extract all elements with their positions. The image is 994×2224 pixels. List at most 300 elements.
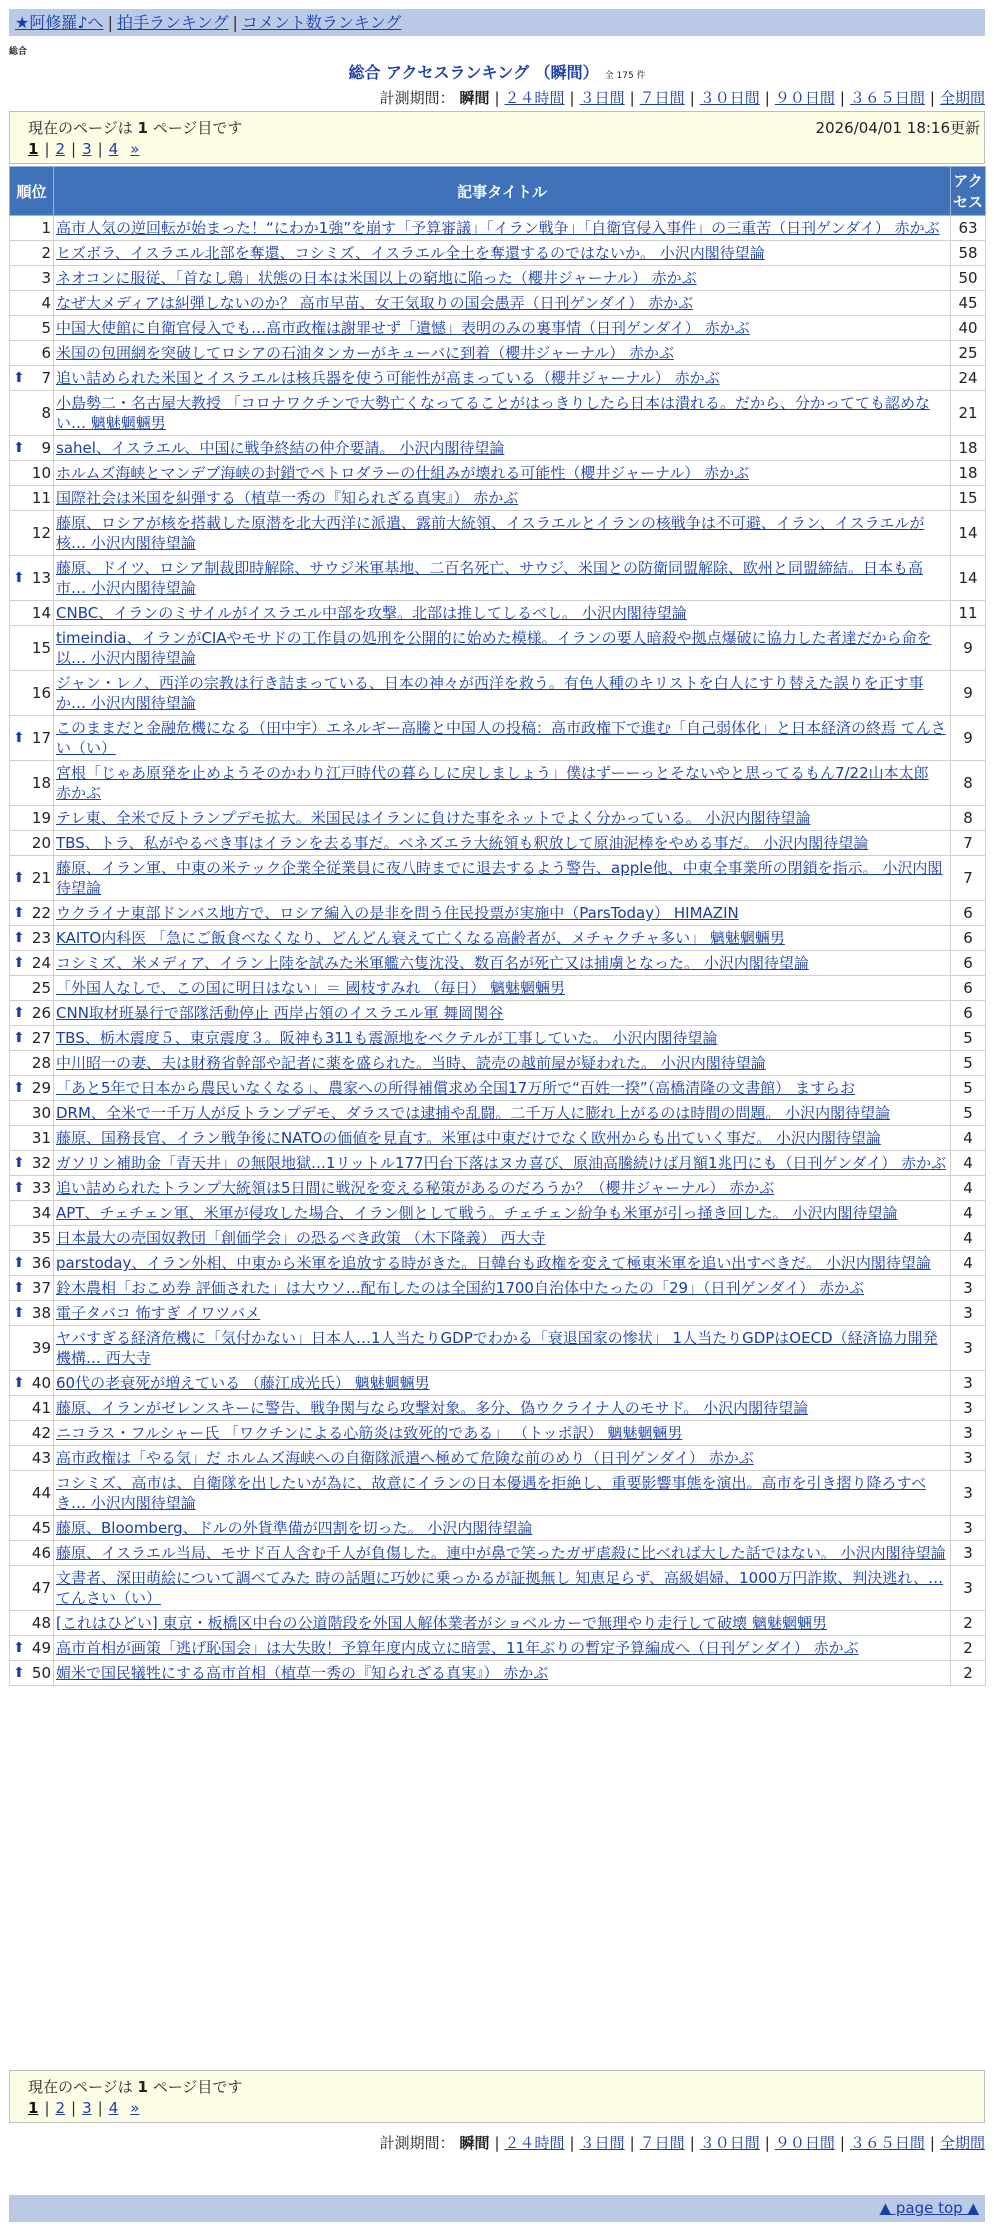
- current-page-text: 現在のページは 1 ページ目です: [28, 119, 243, 137]
- article-title-link[interactable]: 文書者、深田萌絵について調べてみた 時の話題に巧妙に乗っかるが証拠無し 知恵足らず、高級娼婦、1000万円詐欺、判決逃れ、… てんさい（い）: [56, 1569, 944, 1607]
- table-row: [10, 1026, 986, 1051]
- rank-number: 32: [31, 1154, 51, 1172]
- table-row: [10, 241, 986, 266]
- pager-page-4[interactable]: 4: [108, 140, 119, 158]
- article-title-link[interactable]: ヒズボラ、イスラエル北部を奪還、コシミズ、イスラエル全土を奪還するのではないか。 小沢内閣待望論: [56, 244, 765, 262]
- article-title-link[interactable]: 60代の老衰死が増えている （藤江成光氏） 魑魅魍魎男: [56, 1374, 430, 1392]
- title-cell: [54, 1516, 951, 1541]
- rank-cell: [10, 486, 54, 511]
- rank-number: 16: [31, 684, 51, 702]
- rank-number: 7: [41, 369, 51, 387]
- access-count: 11: [951, 601, 986, 626]
- table-row: [10, 1051, 986, 1076]
- rank-number: 23: [31, 929, 51, 947]
- rank-up-arrow-icon: ⬆: [13, 1640, 25, 1656]
- rank-cell: [10, 1276, 54, 1301]
- rank-cell: [10, 1251, 54, 1276]
- period-7d[interactable]: ７日間: [639, 2134, 685, 2152]
- table-row: [10, 1661, 986, 1686]
- access-count: 14: [951, 556, 986, 601]
- article-title-link[interactable]: テレ東、全米で反トランプデモ拡大。米国民はイランに負けた事をネットでよく分かっている。 小沢内閣待望論: [56, 809, 811, 827]
- rank-number: 36: [31, 1254, 51, 1272]
- title-cell: [54, 216, 951, 241]
- article-title-link[interactable]: 米国の包囲網を突破してロシアの石油タンカーがキューバに到着（櫻井ジャーナル） 赤かぶ: [56, 344, 674, 362]
- title-cell: [54, 901, 951, 926]
- article-title-link[interactable]: 高市政権は「やる気」だ ホルムズ海峡への自衛隊派遣へ極めて危険な前のめり（日刊ゲンダイ） 赤かぶ: [56, 1449, 754, 1467]
- article-title-link[interactable]: 藤原、イランがゼレンスキーに警告、戦争関与なら攻撃対象。多分、偽ウクライナ人のモサド。 小沢内閣待望論: [56, 1399, 809, 1417]
- access-count: 3: [951, 1471, 986, 1516]
- pager-page-3[interactable]: 3: [82, 2099, 92, 2117]
- title-cell: [54, 241, 951, 266]
- rank-number: 26: [31, 1004, 51, 1022]
- rank-cell: [10, 1026, 54, 1051]
- table-row: [10, 486, 986, 511]
- access-count: 4: [951, 1226, 986, 1251]
- rank-number: 15: [31, 639, 51, 657]
- table-row: [10, 1101, 986, 1126]
- rank-cell: [10, 976, 54, 1001]
- access-count: 3: [951, 1541, 986, 1566]
- pager-page-2[interactable]: 2: [55, 2099, 66, 2117]
- title-cell: [54, 1076, 951, 1101]
- article-title-link[interactable]: 電子タバコ 怖すぎ イワツバメ: [56, 1304, 261, 1322]
- table-row: [10, 1226, 986, 1251]
- table-row: [10, 1251, 986, 1276]
- table-row: [10, 716, 986, 761]
- nav-separator: |: [107, 13, 113, 32]
- rank-number: 12: [31, 524, 51, 542]
- period-selector-bottom: 計測期間： 瞬間 | ２４時間 | ３日間 | ７日間 | ３０日間 | ９０日間 | ３６５日間 | 全期間: [379, 2134, 985, 2152]
- rank-number: 13: [31, 569, 51, 587]
- access-count: 5: [951, 1076, 986, 1101]
- rank-number: 41: [31, 1399, 51, 1417]
- table-row: [10, 511, 986, 556]
- rank-number: 35: [31, 1229, 51, 1247]
- table-row: [10, 1611, 986, 1636]
- header-title: 記事タイトル: [54, 167, 951, 216]
- article-title-link[interactable]: 藤原、イスラエル当局、モサド百人含む千人が負傷した。連中が鼻で笑ったガザ虐殺に比べれば大した話ではない。 小沢内閣待望論: [56, 1544, 946, 1562]
- rank-number: 9: [41, 439, 51, 457]
- title-cell: [54, 856, 951, 901]
- rank-number: 39: [31, 1339, 51, 1357]
- access-count: 7: [951, 831, 986, 856]
- title-cell: [54, 341, 951, 366]
- rank-cell: [10, 1566, 54, 1611]
- article-title-link[interactable]: KAITO内科医 「急にご飯食べなくなり、どんどん衰えて亡くなる高齢者が、メチャクチャ多い」 魑魅魍魎男: [56, 929, 785, 947]
- period-365d[interactable]: ３６５日間: [849, 2134, 925, 2152]
- article-title-link[interactable]: 追い詰められたトランプ大統領は5日間に戦況を変える秘策があるのだろうか？（櫻井ジャーナル） 赤かぶ: [56, 1179, 775, 1197]
- table-row: [10, 391, 986, 436]
- rank-up-arrow-icon: ⬆: [13, 1180, 25, 1196]
- link-clap-ranking[interactable]: 拍手ランキング: [116, 13, 229, 32]
- table-row: [10, 926, 986, 951]
- rank-number: 49: [31, 1639, 51, 1657]
- rank-cell: [10, 951, 54, 976]
- table-row: [10, 1001, 986, 1026]
- access-count: 18: [951, 461, 986, 486]
- period-current: 瞬間: [459, 2134, 490, 2152]
- article-title-link[interactable]: 小島勢二・名古屋大教授 「コロナワクチンで大勢亡くなってることがはっきりしたら日本は潰れる。だから、分かってても認めない… 魑魅魍魎男: [56, 394, 931, 432]
- access-count: 6: [951, 901, 986, 926]
- table-row: [10, 1176, 986, 1201]
- table-row: [10, 761, 986, 806]
- table-row: [10, 436, 986, 461]
- current-page-text: 現在のページは 1 ページ目です: [28, 2078, 243, 2096]
- table-row: [10, 626, 986, 671]
- article-title-link[interactable]: 宮根「じゃあ原発を止めようそのかわり江戸時代の暮らしに戻しましょう」僕はずーーっとそないやと思ってるもん7/22山本太郎 赤かぶ: [56, 764, 929, 802]
- period-all[interactable]: 全期間: [939, 89, 985, 107]
- rank-cell: [10, 1611, 54, 1636]
- article-title-link[interactable]: DRM、全米で一千万人が反トランプデモ、ダラスでは逮捕や乱闘。二千万人に膨れ上がるのは時間の問題。 小沢内閣待望論: [56, 1104, 891, 1122]
- table-row: [10, 291, 986, 316]
- rank-cell: [10, 1661, 54, 1686]
- rank-cell: [10, 1076, 54, 1101]
- title-cell: [54, 1421, 951, 1446]
- article-title-link[interactable]: 日本最大の売国奴教団「創価学会」の恐るべき政策 （木下隆義） 西大寺: [56, 1229, 546, 1247]
- article-title-link[interactable]: ウクライナ東部ドンバス地方で、ロシア編入の是非を問う住民投票が実施中（ParsToday） HIMAZIN: [56, 904, 739, 922]
- article-title-link[interactable]: 追い詰められた米国とイスラエルは核兵器を使う可能性が高まっている（櫻井ジャーナル） 赤かぶ: [56, 369, 720, 387]
- rank-number: 33: [31, 1179, 51, 1197]
- ranking-table: [9, 166, 986, 1686]
- title-cell: [54, 266, 951, 291]
- rank-cell: [10, 1421, 54, 1446]
- rank-up-arrow-icon: ⬆: [13, 1280, 25, 1296]
- article-title-link[interactable]: 媚米で国民犠牲にする高市首相（植草一秀の『知られざる真実』） 赤かぶ: [56, 1664, 549, 1682]
- access-count: 18: [951, 436, 986, 461]
- article-title-link[interactable]: ジャン・レノ、西洋の宗教は行き詰まっている、日本の神々が西洋を救う。有色人種のキリストを白人にすり替えた誤りを正す事か… 小沢内閣待望論: [56, 674, 924, 712]
- article-title-link[interactable]: ガソリン補助金「青天井」の無限地獄…1リットル177円台下落はヌカ喜び、原油高騰続けば月額1兆円にも（日刊ゲンダイ） 赤かぶ: [56, 1154, 947, 1172]
- article-title-link[interactable]: CNBC、イランのミサイルがイスラエル中部を攻撃。北部は推してしるべし。 小沢内閣待望論: [56, 604, 687, 622]
- access-count: 58: [951, 241, 986, 266]
- top-nav-bar: [9, 9, 985, 36]
- article-title-link[interactable]: なぜ大メディアは糾弾しないのか？ 高市早苗、女王気取りの国会愚弄（日刊ゲンダイ） 赤かぶ: [56, 294, 694, 312]
- access-count: 6: [951, 976, 986, 1001]
- table-row: [10, 266, 986, 291]
- article-title-link[interactable]: parstoday、イラン外相、中東から米軍を追放する時がきた。日韓台も政権を変えて極東米軍を追い出すべきだ。 小沢内閣待望論: [56, 1254, 931, 1272]
- page-top-link[interactable]: ▲ page top ▲: [879, 2199, 979, 2217]
- table-row: [10, 1516, 986, 1541]
- access-count: 63: [951, 216, 986, 241]
- title-cell: [54, 1471, 951, 1516]
- table-row: [10, 1541, 986, 1566]
- rank-number: 3: [41, 269, 51, 287]
- link-asyura-home[interactable]: ★阿修羅♪へ: [15, 13, 104, 32]
- rank-cell: [10, 601, 54, 626]
- rank-number: 6: [41, 344, 51, 362]
- rank-cell: [10, 1101, 54, 1126]
- title-cell: [54, 806, 951, 831]
- rank-number: 17: [31, 729, 51, 747]
- title-cell: [54, 486, 951, 511]
- table-row: [10, 856, 986, 901]
- rank-cell: [10, 1226, 54, 1251]
- period-label: 計測期間：: [379, 2134, 455, 2152]
- period-90d[interactable]: ９０日間: [774, 2134, 835, 2152]
- article-title-link[interactable]: 「外国人なしで、この国に明日はない」＝ 國枝すみれ （毎日） 魑魅魍魎男: [56, 979, 566, 997]
- access-count: 4: [951, 1251, 986, 1276]
- pager-bottom: 1 | 2 | 3 | 4 »: [28, 2099, 140, 2117]
- rank-cell: [10, 1371, 54, 1396]
- page-title-text: 総合 アクセスランキング （瞬間）: [348, 63, 599, 82]
- article-title-link[interactable]: sahel、イスラエル、中国に戦争終結の仲介要請。 小沢内閣待望論: [56, 439, 505, 457]
- rank-cell: [10, 761, 54, 806]
- article-title-link[interactable]: 藤原、イラン軍、中東の米テック企業全従業員に夜八時までに退去するよう警告、apple他、中東全事業所の閉鎖を指示。 小沢内閣待望論: [56, 859, 943, 897]
- rank-up-arrow-icon: ⬆: [13, 930, 25, 946]
- article-title-link[interactable]: 国際社会は米国を糾弾する（植草一秀の『知られざる真実』） 赤かぶ: [56, 489, 519, 507]
- access-count: 8: [951, 806, 986, 831]
- table-row: [10, 976, 986, 1001]
- title-cell: [54, 1396, 951, 1421]
- rank-cell: [10, 1001, 54, 1026]
- rank-number: 20: [31, 834, 51, 852]
- period-all[interactable]: 全期間: [939, 2134, 985, 2152]
- table-row: [10, 341, 986, 366]
- pager-page-4[interactable]: 4: [108, 2099, 119, 2117]
- rank-number: 11: [31, 489, 51, 507]
- rank-cell: [10, 316, 54, 341]
- article-title-link[interactable]: TBS、栃木震度５、東京震度３。阪神も311も震源地をベクテルが工事していた。 小沢内閣待望論: [56, 1029, 718, 1047]
- access-count: 9: [951, 671, 986, 716]
- rank-cell: [10, 856, 54, 901]
- access-count: 4: [951, 1201, 986, 1226]
- title-cell: [54, 1661, 951, 1686]
- access-count: 2: [951, 1661, 986, 1686]
- article-title-link[interactable]: timeindia、イランがCIAやモサドの工作員の処刑を公開的に始めた模様。イランの要人暗殺や拠点爆破に協力した者達だから命を以… 小沢内閣待望論: [56, 629, 932, 667]
- table-row: [10, 216, 986, 241]
- article-title-link[interactable]: 鈴木農相「おこめ券 評価された」は大ウソ…配布したのは全国約1700自治体中たったの「29」（日刊ゲンダイ） 赤かぶ: [56, 1279, 865, 1297]
- period-24h[interactable]: ２４時間: [504, 2134, 565, 2152]
- access-count: 9: [951, 716, 986, 761]
- article-title-link[interactable]: ネオコンに服従、「首なし鶏」状態の日本は米国以上の窮地に陥った（櫻井ジャーナル） 赤かぶ: [56, 269, 697, 287]
- rank-cell: [10, 366, 54, 391]
- article-title-link[interactable]: ホルムズ海峡とマンデブ海峡の封鎖でペトロダラーの仕組みが壊れる可能性（櫻井ジャーナル） 赤かぶ: [56, 464, 750, 482]
- article-title-link[interactable]: 藤原、国務長官、イラン戦争後にNATOの価値を見直す。米軍は中東だけでなく欧州からも出ていく事だ。 小沢内閣待望論: [56, 1129, 881, 1147]
- rank-up-arrow-icon: ⬆: [13, 1155, 25, 1171]
- article-title-link[interactable]: 高市首相が画策「逃げ恥国会」は大失敗！予算年度内成立に暗雲、11年ぶりの暫定予算編成へ（日刊ゲンダイ） 赤かぶ: [56, 1639, 859, 1657]
- rank-number: 47: [31, 1579, 51, 1597]
- rank-number: 28: [31, 1054, 51, 1072]
- period-24h[interactable]: ２４時間: [504, 89, 565, 107]
- pager-next[interactable]: »: [130, 2099, 140, 2117]
- rank-cell: [10, 626, 54, 671]
- article-title-link[interactable]: [これはひどい] 東京・板橋区中台の公道階段を外国人解体業者がショベルカーで無理やり走行して破壊 魑魅魍魎男: [56, 1614, 827, 1632]
- title-cell: [54, 556, 951, 601]
- rank-cell: [10, 1051, 54, 1076]
- rank-cell: [10, 1326, 54, 1371]
- rank-cell: [10, 926, 54, 951]
- rank-number: 30: [31, 1104, 51, 1122]
- rank-number: 22: [31, 904, 51, 922]
- rank-up-arrow-icon: ⬆: [13, 1255, 25, 1271]
- title-cell: [54, 1126, 951, 1151]
- period-90d[interactable]: ９０日間: [774, 89, 835, 107]
- access-count: 7: [951, 856, 986, 901]
- title-cell: [54, 1001, 951, 1026]
- title-cell: [54, 436, 951, 461]
- pager-page-3[interactable]: 3: [82, 140, 92, 158]
- rank-number: 34: [31, 1204, 51, 1222]
- rank-up-arrow-icon: ⬆: [13, 1080, 25, 1096]
- table-row: [10, 1326, 986, 1371]
- article-title-link[interactable]: 中川昭一の妻、夫は財務省幹部や記者に薬を盛られた。当時、読売の越前屋が疑われた。 小沢内閣待望論: [56, 1054, 766, 1072]
- article-title-link[interactable]: ニコラス・フルシャー氏 「ワクチンによる心筋炎は致死的である」 （トッポ訳） 魑魅魍魎男: [56, 1424, 683, 1442]
- table-row: [10, 1201, 986, 1226]
- rank-cell: [10, 1541, 54, 1566]
- table-row: [10, 1301, 986, 1326]
- article-title-link[interactable]: CNN取材班暴行で部隊活動停止 西岸占領のイスラエル軍 舞岡関谷: [56, 1004, 504, 1022]
- access-count: 3: [951, 1446, 986, 1471]
- pager-page-1[interactable]: 1: [28, 2099, 39, 2117]
- access-count: 8: [951, 761, 986, 806]
- period-30d[interactable]: ３０日間: [699, 89, 760, 107]
- pager-page-1[interactable]: 1: [28, 140, 39, 158]
- access-count: 3: [951, 1421, 986, 1446]
- rank-number: 42: [31, 1424, 51, 1442]
- rank-up-arrow-icon: ⬆: [13, 440, 25, 456]
- title-cell: [54, 716, 951, 761]
- title-cell: [54, 1566, 951, 1611]
- rank-cell: [10, 291, 54, 316]
- table-row: [10, 316, 986, 341]
- access-count: 40: [951, 316, 986, 341]
- title-cell: [54, 1541, 951, 1566]
- title-cell: [54, 1636, 951, 1661]
- rank-up-arrow-icon: ⬆: [13, 1030, 25, 1046]
- rank-number: 44: [31, 1484, 51, 1502]
- rank-cell: [10, 1201, 54, 1226]
- period-7d[interactable]: ７日間: [639, 89, 685, 107]
- title-cell: [54, 926, 951, 951]
- period-current: 瞬間: [459, 89, 490, 107]
- rank-number: 45: [31, 1519, 51, 1537]
- article-title-link[interactable]: 「あと5年で日本から農民いなくなる」、農家への所得補償求め全国17万所で“百姓一揆”（高橋清隆の文書館） ますらお: [56, 1079, 855, 1097]
- category-label: 総合: [9, 47, 28, 57]
- period-selector: 計測期間： 瞬間 | ２４時間 | ３日間 | ７日間 | ３０日間 | ９０日間 | ３６５日間 | 全期間: [379, 89, 985, 107]
- title-cell: [54, 601, 951, 626]
- pager-top: 1 | 2 | 3 | 4 »: [28, 140, 140, 158]
- rank-cell: [10, 1471, 54, 1516]
- table-row: [10, 556, 986, 601]
- access-count: 6: [951, 951, 986, 976]
- title-cell: [54, 511, 951, 556]
- rank-number: 29: [31, 1079, 51, 1097]
- page-title: [0, 60, 994, 83]
- rank-number: 14: [31, 604, 51, 622]
- article-title-link[interactable]: コシミズ、高市は、自衛隊を出したいが為に、故意にイランの日本優遇を拒絶し、重要影響事態を演出。高市を引き摺り降ろすべき… 小沢内閣待望論: [56, 1474, 927, 1512]
- article-title-link[interactable]: 藤原、ロシアが核を搭載した原潜を北大西洋に派遣、露前大統領、イスラエルとイランの核戦争は不可避、イラン、イスラエルが核… 小沢内閣待望論: [56, 514, 925, 552]
- title-cell: [54, 626, 951, 671]
- article-title-link[interactable]: 高市人気の逆回転が始まった！“にわか1強”を崩す「予算審議」「イラン戦争」「自衛官侵入事件」の三重苦（日刊ゲンダイ） 赤かぶ: [56, 219, 940, 237]
- period-30d[interactable]: ３０日間: [699, 2134, 760, 2152]
- access-count: 2: [951, 1636, 986, 1661]
- article-title-link[interactable]: コシミズ、米メディア、イラン上陸を試みた米軍艦六隻沈没、数百名が死亡又は捕虜となった。 小沢内閣待望論: [56, 954, 809, 972]
- rank-cell: [10, 436, 54, 461]
- title-cell: [54, 976, 951, 1001]
- period-365d[interactable]: ３６５日間: [849, 89, 925, 107]
- rank-cell: [10, 1151, 54, 1176]
- article-title-link[interactable]: APT、チェチェン軍、米軍が侵攻した場合、イラン側として戦う。チェチェン紛争も米軍が引っ掻き回した。 小沢内閣待望論: [56, 1204, 898, 1222]
- rank-number: 18: [31, 774, 51, 792]
- pager-next[interactable]: »: [130, 140, 140, 158]
- header-rank: 順位: [10, 167, 54, 216]
- access-count: 3: [951, 1371, 986, 1396]
- title-cell: [54, 831, 951, 856]
- title-cell: [54, 1446, 951, 1471]
- rank-number: 1: [41, 219, 51, 237]
- rank-number: 27: [31, 1029, 51, 1047]
- article-title-link[interactable]: 中国大使館に自衛官侵入でも…高市政権は謝罪せず「遺憾」表明のみの裏事情（日刊ゲンダイ） 赤かぶ: [56, 319, 750, 337]
- page-status-bottom: [9, 2070, 985, 2123]
- rank-up-arrow-icon: ⬆: [13, 870, 25, 886]
- table-row: [10, 1076, 986, 1101]
- table-row: [10, 601, 986, 626]
- rank-cell: [10, 461, 54, 486]
- rank-number: 40: [31, 1374, 51, 1392]
- access-count: 4: [951, 1151, 986, 1176]
- access-count: 45: [951, 291, 986, 316]
- title-cell: [54, 1371, 951, 1396]
- title-cell: [54, 366, 951, 391]
- rank-number: 38: [31, 1304, 51, 1322]
- rank-up-arrow-icon: ⬆: [13, 1375, 25, 1391]
- table-row: [10, 1471, 986, 1516]
- title-cell: [54, 316, 951, 341]
- rank-number: 24: [31, 954, 51, 972]
- link-comment-ranking[interactable]: コメント数ランキング: [241, 13, 402, 32]
- pager-page-2[interactable]: 2: [55, 140, 66, 158]
- access-count: 5: [951, 1026, 986, 1051]
- article-title-link[interactable]: ヤバすぎる経済危機に「気付かない」日本人…1人当たりGDPでわかる「衰退国家の惨状」 1人当たりGDPはOECD（経済協力開発機構… 西大寺: [56, 1329, 938, 1367]
- title-cell: [54, 1611, 951, 1636]
- access-count: 3: [951, 1566, 986, 1611]
- rank-cell: [10, 391, 54, 436]
- rank-cell: [10, 216, 54, 241]
- article-title-link[interactable]: TBS、トラ、私がやるべき事はイランを去る事だ。ベネズエラ大統領も釈放して原油泥棒をやめる事だ。 小沢内閣待望論: [56, 834, 869, 852]
- table-row: [10, 1371, 986, 1396]
- table-row: [10, 806, 986, 831]
- total-count: 全 175 件: [604, 71, 646, 81]
- article-title-link[interactable]: このままだと金融危機になる（田中宇）エネルギー高騰と中国人の投稿：高市政権下で進む「自己弱体化」と日本経済の終焉 てんさい（い）: [56, 719, 946, 757]
- article-title-link[interactable]: 藤原、Bloomberg、ドルの外貨準備が四割を切った。 小沢内閣待望論: [56, 1519, 533, 1537]
- page-status-top: [9, 111, 985, 164]
- title-cell: [54, 1151, 951, 1176]
- access-count: 5: [951, 1101, 986, 1126]
- access-count: 21: [951, 391, 986, 436]
- access-count: 2: [951, 1611, 986, 1636]
- rank-number: 21: [31, 869, 51, 887]
- rank-cell: [10, 671, 54, 716]
- rank-cell: [10, 511, 54, 556]
- title-cell: [54, 761, 951, 806]
- rank-up-arrow-icon: ⬆: [13, 570, 25, 586]
- title-cell: [54, 1301, 951, 1326]
- rank-number: 50: [31, 1664, 51, 1682]
- rank-up-arrow-icon: ⬆: [13, 730, 25, 746]
- rank-number: 4: [41, 294, 51, 312]
- access-count: 3: [951, 1276, 986, 1301]
- rank-cell: [10, 1396, 54, 1421]
- period-3d[interactable]: ３日間: [579, 2134, 625, 2152]
- title-cell: [54, 461, 951, 486]
- access-count: 24: [951, 366, 986, 391]
- access-count: 5: [951, 1051, 986, 1076]
- article-title-link[interactable]: 藤原、ドイツ、ロシア制裁即時解除、サウジ米軍基地、二百名死亡、サウジ、米国との防衛同盟解除、欧州と同盟締結。日本も高市… 小沢内閣待望論: [56, 559, 924, 597]
- period-3d[interactable]: ３日間: [579, 89, 625, 107]
- nav-separator: |: [232, 13, 238, 32]
- title-cell: [54, 1026, 951, 1051]
- access-count: 3: [951, 1516, 986, 1541]
- title-cell: [54, 1326, 951, 1371]
